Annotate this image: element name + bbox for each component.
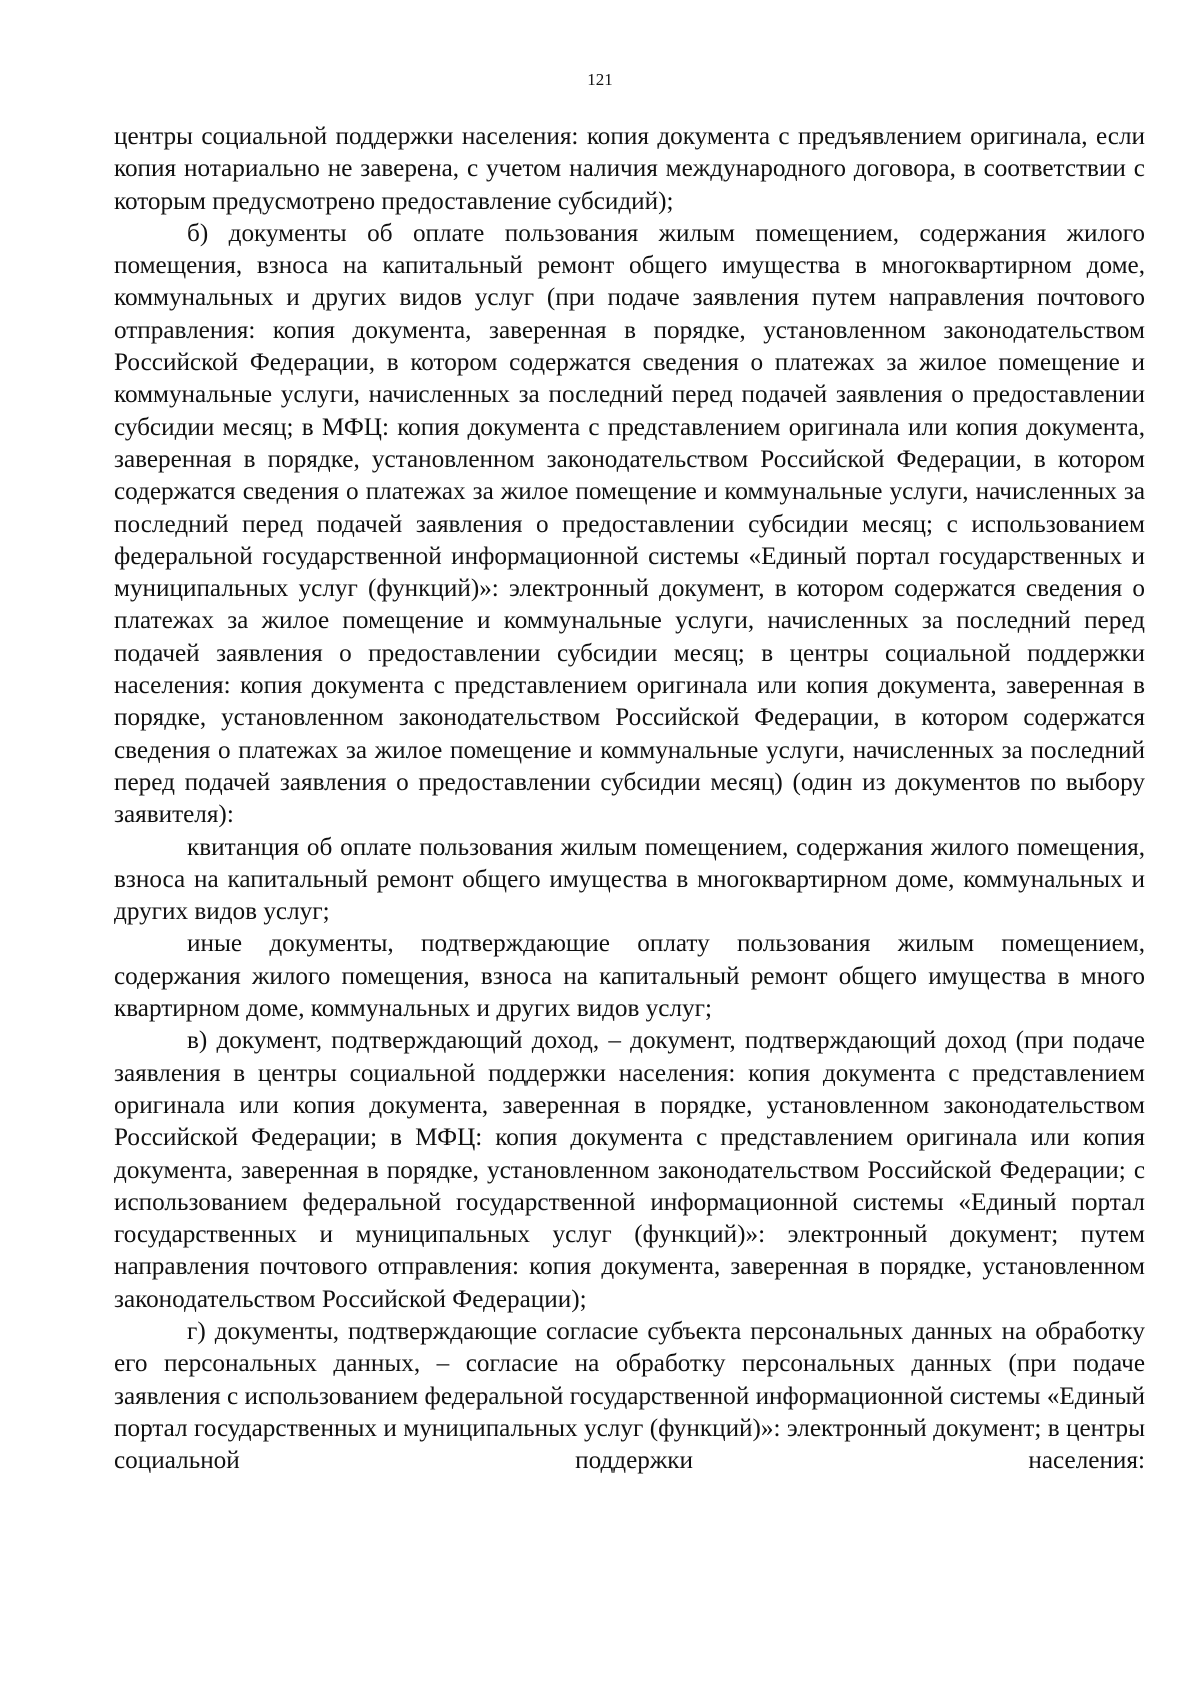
paragraph-v-income-document: в) документ, подтверждающий доход, – документ, подтверждающий доход (при подаче заявления в центры социальной поддержки населения: копия документа с представлением оригинала или копия документа, заверенная в порядке, установленном законодательством Российской Федерации; в МФЦ: копия документа с представлением оригинала или копия документа, заверенная в порядке, установленном законодательством Российской Федерации; с использованием федеральной государственной информационной системы «Единый портал государственных и муниципальных услуг (функций)»: электронный документ; путем направления почтового отправления: копия документа, заверенная в порядке, установленном законодательством Российской Федерации); [114, 1027, 1145, 1313]
paragraph-b-payment-documents: б) документы об оплате пользования жилым помещением, содержания жилого помещения, взноса на капитальный ремонт общего имущества в многоквартирном доме, коммунальных и других видов услуг (при подаче заявления путем направления почтового отправления: копия документа, заверенная в порядке, установленном законодательством Российской Федерации, в котором содержатся сведения о платежах за жилое помещение и коммунальные услуги, начисленных за последний перед подачей заявления о предоставлении субсидии месяц; в МФЦ: копия документа с представлением оригинала или копия документа, заверенная в порядке, установленном законодательством Российской Федерации, в котором содержатся сведения о платежах за жилое помещение и коммунальные услуги, начисленных за последний перед подачей заявления о предоставлении субсидии месяц; с использованием федеральной государственной информационной системы «Единый портал государственных и муниципальных услуг (функций)»: электронный документ, в котором содержатся сведения о платежах за жилое помещение и коммунальные услуги, начисленных за последний перед подачей заявления о предоставлении субсидии месяц; в центры социальной поддержки населения: копия документа с представлением оригинала или копия документа, заверенная в порядке, установленном законодательством Российской Федерации, в котором содержатся сведения о платежах за жилое помещение и коммунальные услуги, начисленных за последний перед подачей заявления о предоставлении субсидии месяц) (один из документов по выбору заявителя): [114, 219, 1145, 829]
page-number: 121 [587, 70, 613, 89]
paragraph-receipt: квитанция об оплате пользования жилым помещением, содержания жилого помещения, взноса на капитальный ремонт общего имущества в многоквартирном доме, коммунальных и других видов услуг; [114, 833, 1145, 926]
paragraph-other-documents: иные документы, подтверждающие оплату пользования жилым помещением, содержания жилого помещения, взноса на капитальный ремонт общего имущества в много квартирном доме, коммунальных и других видов услуг; [114, 930, 1145, 1023]
document-body [114, 121, 1145, 1477]
paragraph-g-consent-documents: г) документы, подтверждающие согласие субъекта персональных данных на обработку его персональных данных, – согласие на обработку персональных данных (при подаче заявления с использованием федеральной государственной информационной системы «Единый портал государственных и муниципальных услуг (функций)»: электронный документ; в центры социальной поддержки населения: [114, 1317, 1145, 1475]
paragraph-continuation: центры социальной поддержки населения: копия документа с предъявлением оригинала, если копия нотариально не заверена, с учетом наличия международного договора, в соответствии с которым предусмотрено предоставление субсидий); [114, 123, 1145, 215]
